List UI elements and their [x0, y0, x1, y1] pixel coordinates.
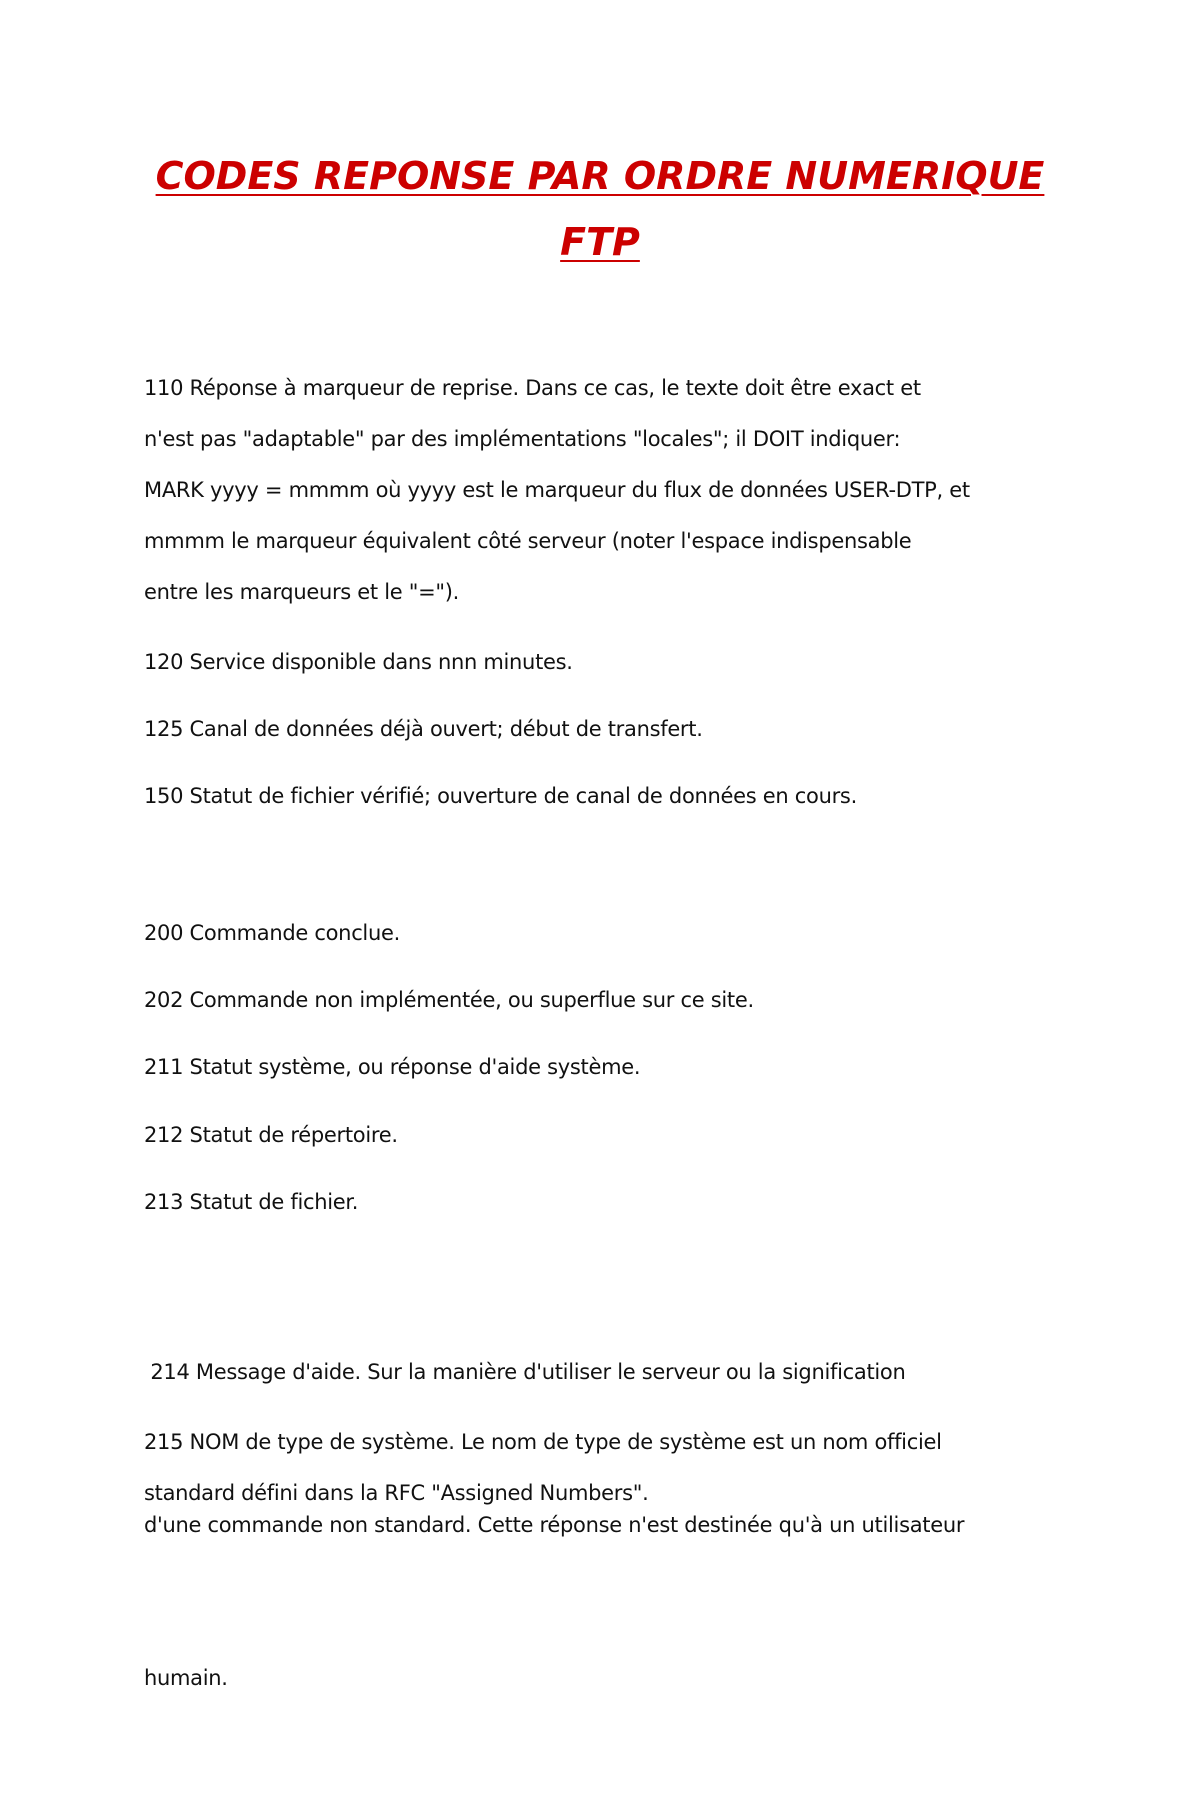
paragraph-202: [144, 975, 1084, 1026]
paragraph-125: [144, 704, 1084, 755]
paragraph-line: 213 Statut de fichier.: [144, 1190, 359, 1214]
paragraph-215: [144, 1417, 1084, 1519]
paragraph-line: 110 Réponse à marqueur de reprise. Dans ce cas, le texte doit être exact et: [144, 376, 921, 400]
paragraph-line: standard défini dans la RFC "Assigned Numbers".: [144, 1481, 649, 1505]
paragraph-line: 202 Commande non implémentée, ou superflue sur ce site.: [144, 988, 754, 1012]
page-subtitle: FTP: [560, 220, 640, 264]
paragraph-120: [144, 637, 1084, 688]
paragraph-213: [144, 1177, 1084, 1228]
paragraph-110: [144, 363, 1084, 618]
paragraph-214: [144, 1245, 1084, 1806]
paragraph-line: entre les marqueurs et le "=").: [144, 580, 460, 604]
paragraph-line: 200 Commande conclue.: [144, 921, 400, 945]
paragraph-line: 211 Statut système, ou réponse d'aide système.: [144, 1055, 641, 1079]
paragraph-211: [144, 1042, 1084, 1093]
paragraph-line: mmmm le marqueur équivalent côté serveur (noter l'espace indispensable: [144, 529, 912, 553]
paragraph-200: [144, 908, 1084, 959]
paragraph-line: humain.: [144, 1666, 228, 1690]
paragraph-150: [144, 771, 1084, 822]
paragraph-line: 214 Message d'aide. Sur la manière d'utiliser le serveur ou la signification: [144, 1360, 906, 1384]
paragraph-line: 120 Service disponible dans nnn minutes.: [144, 650, 573, 674]
paragraph-line: MARK yyyy = mmmm où yyyy est le marqueur du flux de données USER-DTP, et: [144, 478, 970, 502]
paragraph-line: 150 Statut de fichier vérifié; ouverture de canal de données en cours.: [144, 784, 857, 808]
paragraph-line: 215 NOM de type de système. Le nom de type de système est un nom officiel: [144, 1430, 942, 1454]
paragraph-212: [144, 1110, 1084, 1161]
paragraph-line: 212 Statut de répertoire.: [144, 1123, 398, 1147]
paragraph-line: n'est pas "adaptable" par des implémentations "locales"; il DOIT indiquer:: [144, 427, 901, 451]
paragraph-line: 125 Canal de données déjà ouvert; début de transfert.: [144, 717, 703, 741]
paragraph-line: d'une commande non standard. Cette réponse n'est destinée qu'à un utilisateur: [144, 1513, 965, 1537]
page-title: CODES REPONSE PAR ORDRE NUMERIQUE: [155, 154, 1045, 198]
